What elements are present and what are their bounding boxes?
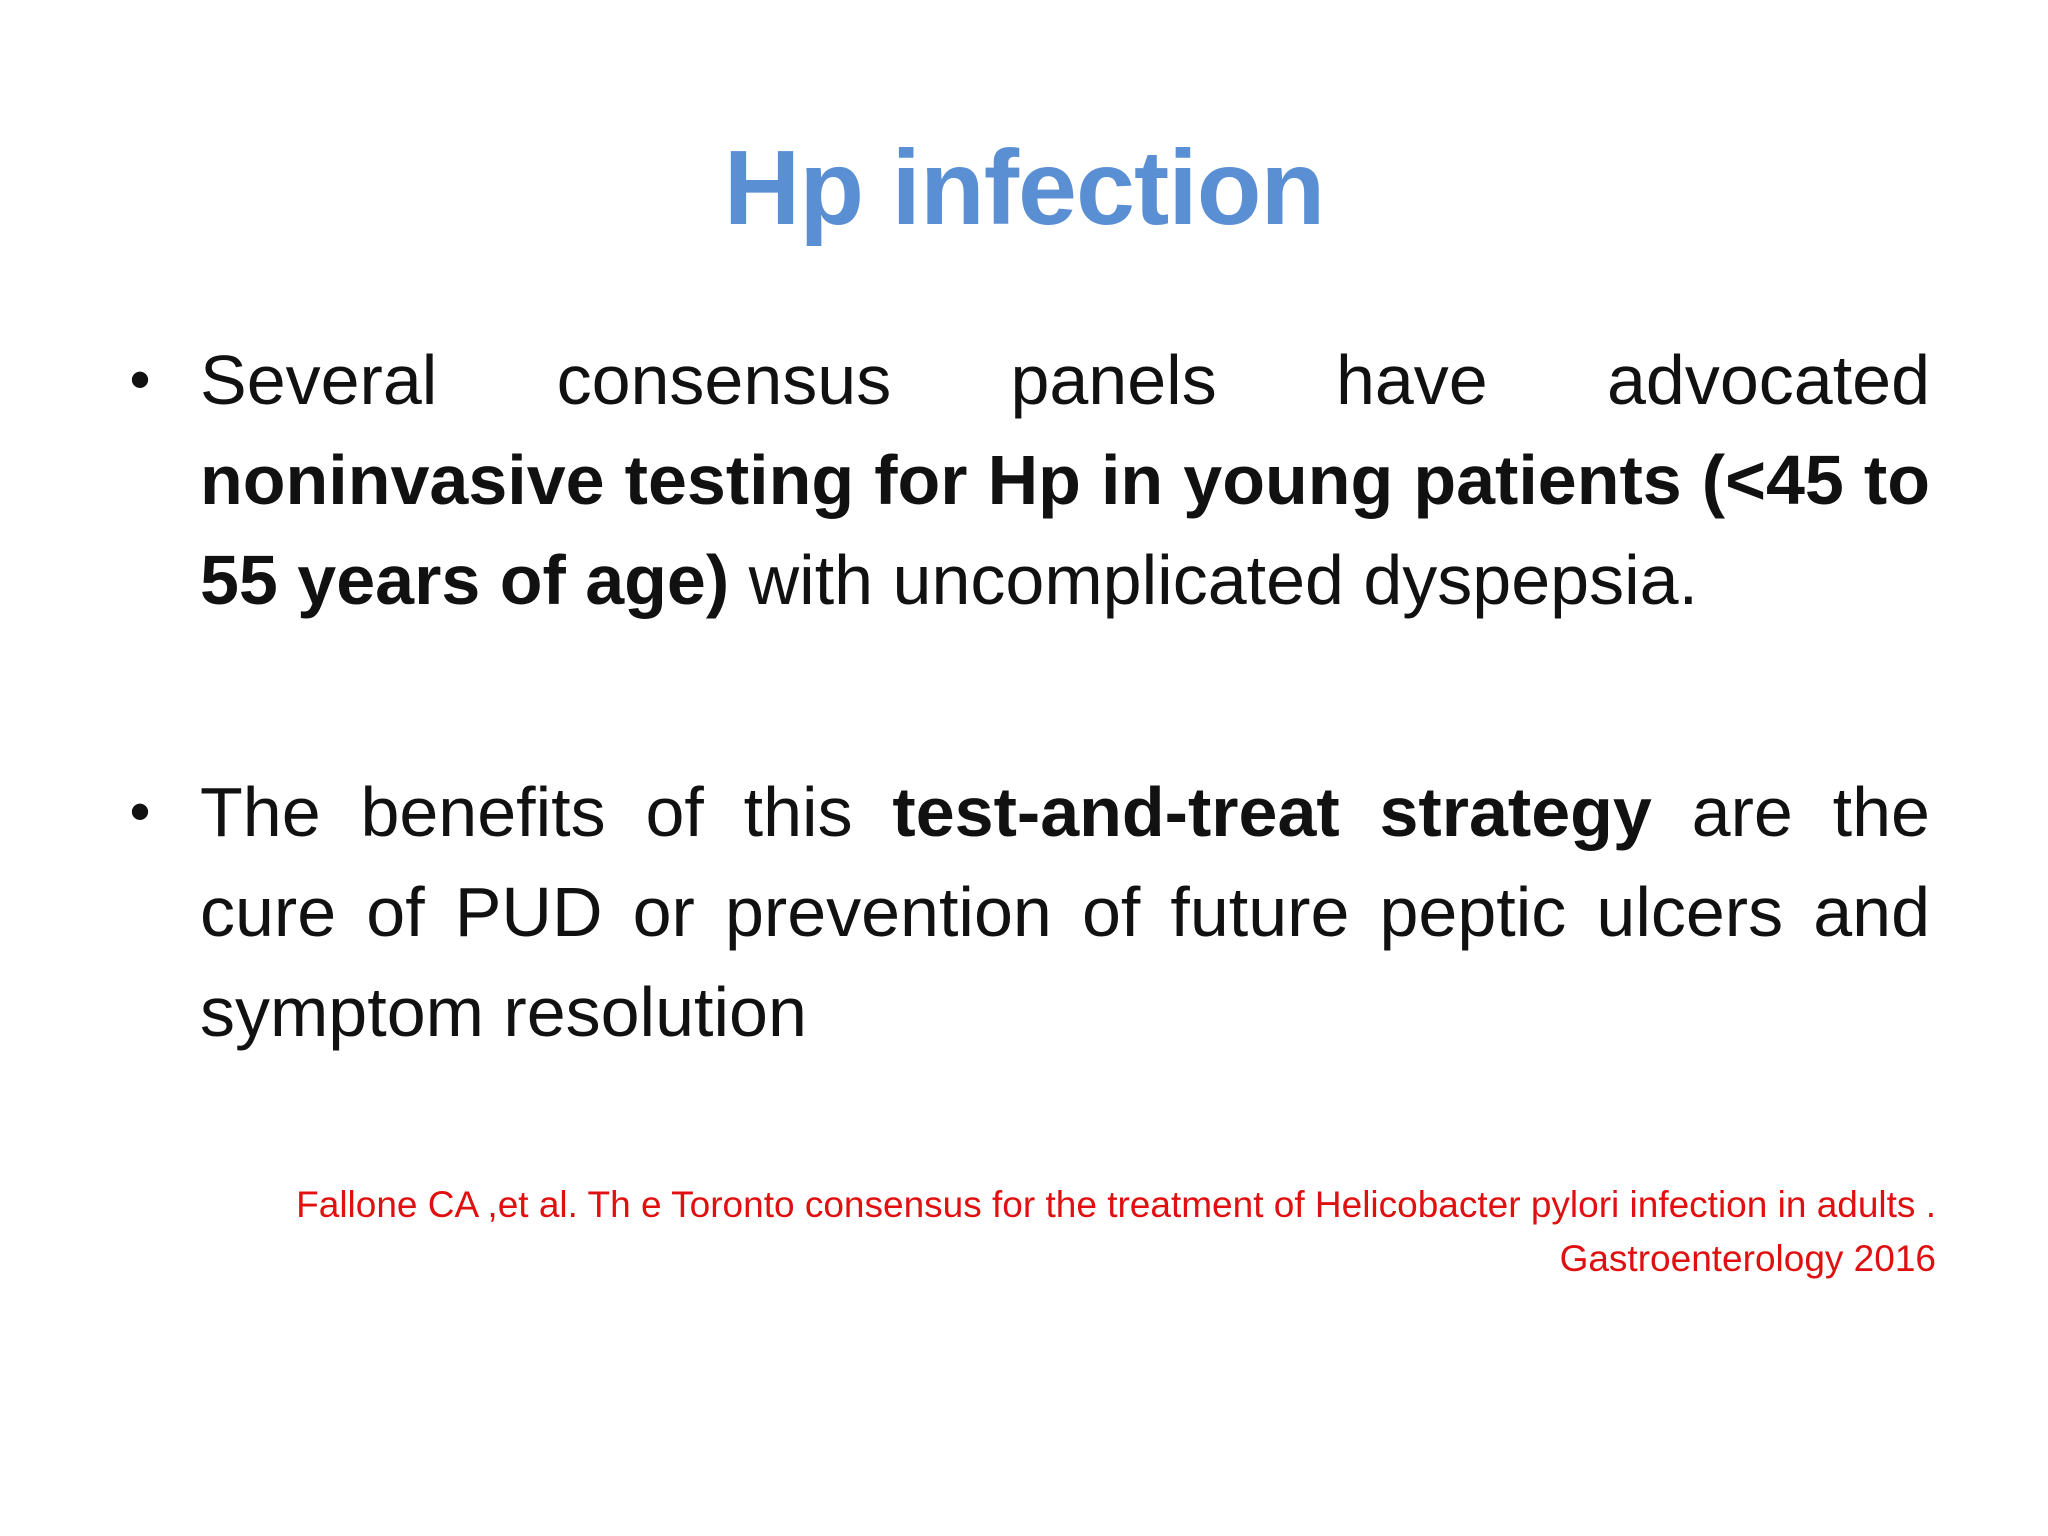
citation-line-2: Gastroenterology 2016 xyxy=(1559,1238,1936,1279)
slide-title: Hp infection xyxy=(723,129,1325,247)
bullet-2-part-2-bold: test-and-treat strategy xyxy=(892,773,1652,851)
citation-line-1: Fallone CA ,et al. Th e Toronto consensus for the treatment of Helicobacter pylori infection in adults . xyxy=(296,1184,1936,1225)
bullet-2-part-3: are the cure of PUD or prevention of future peptic ulcers and symptom resolution xyxy=(200,773,1930,1051)
bullet-1-text xyxy=(200,341,1930,619)
bullet-2-text xyxy=(200,773,1930,1051)
bullet-1-part-1: Several consensus panels have advocated xyxy=(200,341,1930,419)
bullet-item-1 xyxy=(120,330,1930,630)
citation xyxy=(86,1178,1936,1286)
bullet-dot: • xyxy=(129,778,151,845)
bullet-1-part-2-bold: noninvasive testing for Hp in young patients (<45 to 55 years of age) xyxy=(200,441,1930,619)
bullet-1-part-3: with uncomplicated dyspepsia. xyxy=(729,541,1699,619)
bullet-item-2 xyxy=(120,762,1930,1062)
bullet-list xyxy=(120,330,1930,1062)
bullet-dot: • xyxy=(129,346,151,413)
bullet-2-part-1: The benefits of this xyxy=(200,773,893,851)
